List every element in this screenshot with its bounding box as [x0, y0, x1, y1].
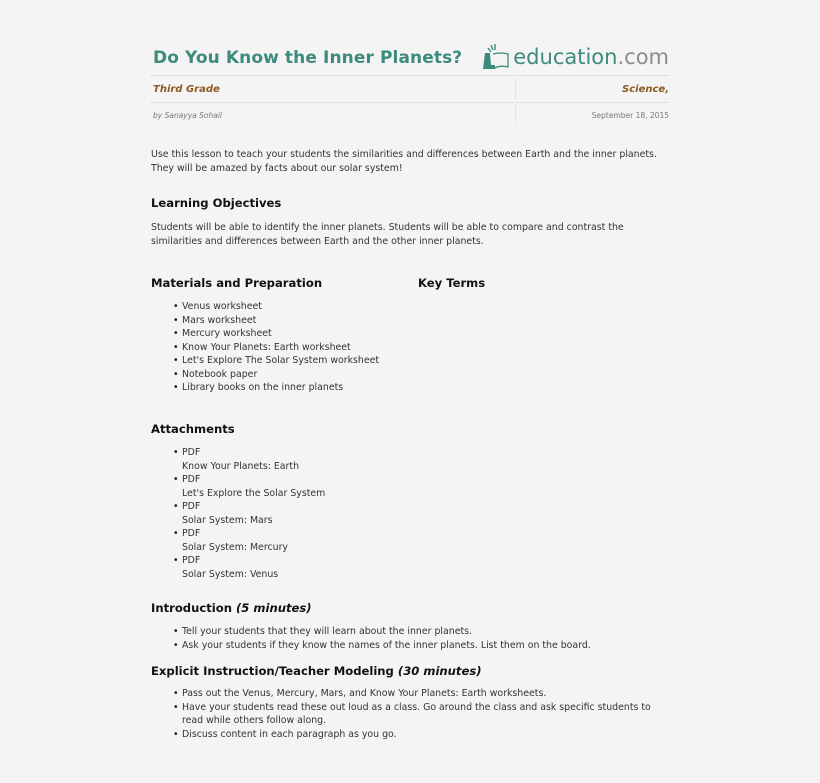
list-item: • Ask your students if they know the names of the inner planets. List them on the board.	[173, 639, 669, 653]
attachment-link[interactable]: Solar System: Venus	[182, 568, 279, 580]
attachment-item[interactable]	[173, 473, 669, 500]
column-divider	[515, 79, 516, 99]
introduction-section	[151, 601, 669, 652]
learning-objectives-heading: Learning Objectives	[151, 196, 282, 210]
list-item: • Discuss content in each paragraph as you go.	[173, 728, 669, 742]
attachment-link[interactable]: Let's Explore the Solar System	[182, 487, 326, 499]
explicit-instruction-list	[151, 687, 669, 741]
materials-heading: Materials and Preparation	[151, 276, 323, 290]
intro-section	[151, 148, 669, 175]
attachments-list	[151, 446, 669, 581]
byline-row	[151, 103, 669, 127]
key-terms-heading: Key Terms	[418, 276, 486, 290]
publish-date: September 18, 2015	[591, 110, 669, 120]
title-row	[151, 40, 669, 76]
explicit-instruction-section	[151, 664, 669, 741]
attachment-item[interactable]	[173, 446, 669, 473]
list-item: • Mars worksheet	[173, 314, 669, 328]
introduction-heading	[151, 601, 669, 615]
introduction-duration: (5 minutes)	[236, 601, 312, 615]
grade-subject-row	[151, 76, 669, 103]
list-item: • Have your students read these out loud as a class. Go around the class and ask specific students to read while others follow along.	[173, 701, 669, 728]
author: by Sanayya Sohail	[153, 110, 223, 120]
attachments-heading: Attachments	[151, 422, 235, 436]
explicit-instruction-duration: (30 minutes)	[397, 664, 482, 678]
attachment-link[interactable]: Solar System: Mars	[182, 514, 273, 526]
document-header	[151, 40, 669, 127]
attachment-type: • PDF	[182, 501, 201, 512]
explicit-instruction-heading	[151, 664, 669, 678]
book-reader-icon	[481, 43, 511, 71]
attachment-link[interactable]: Know Your Planets: Earth	[182, 460, 300, 472]
introduction-list	[151, 625, 669, 652]
list-item: • Venus worksheet	[173, 300, 669, 314]
attachment-item[interactable]	[173, 554, 669, 581]
list-item: • Let's Explore The Solar System worksheet	[173, 354, 669, 368]
list-item: • Tell your students that they will learn about the inner planets.	[173, 625, 669, 639]
column-divider	[515, 106, 516, 124]
list-item: • Library books on the inner planets	[173, 381, 669, 395]
attachment-type: • PDF	[182, 528, 201, 539]
attachment-type: • PDF	[182, 474, 201, 485]
materials-section	[151, 276, 669, 395]
logo-tld-text: .com	[617, 45, 669, 69]
list-item: • Know Your Planets: Earth worksheet	[173, 341, 669, 355]
attachment-type: • PDF	[182, 447, 201, 458]
education-logo[interactable]	[481, 43, 669, 73]
explicit-instruction-title: Explicit Instruction/Teacher Modeling	[151, 664, 394, 678]
attachment-link[interactable]: Solar System: Mercury	[182, 541, 288, 553]
learning-objectives-section	[151, 196, 669, 248]
learning-objectives-text: Students will be able to identify the inner planets. Students will be able to compare and contrast the similarities and differences between Earth and the other inner planets.	[151, 222, 624, 247]
attachment-item[interactable]	[173, 500, 669, 527]
attachment-item[interactable]	[173, 527, 669, 554]
page-title: Do You Know the Inner Planets?	[153, 48, 463, 68]
key-terms-section	[418, 276, 618, 290]
materials-list	[151, 300, 669, 395]
attachments-section	[151, 422, 669, 581]
list-item: • Pass out the Venus, Mercury, Mars, and Know Your Planets: Earth worksheets.	[173, 687, 669, 701]
list-item: • Notebook paper	[173, 368, 669, 382]
logo-brand-text: education	[513, 45, 618, 69]
attachment-type: • PDF	[182, 555, 201, 566]
list-item: • Mercury worksheet	[173, 327, 669, 341]
introduction-title: Introduction	[151, 601, 232, 615]
subject: Science,	[622, 83, 669, 95]
intro-paragraph: Use this lesson to teach your students the similarities and differences between Earth and the inner planets. They will be amazed by facts about our solar system!	[151, 149, 657, 174]
grade-level: Third Grade	[153, 83, 220, 95]
